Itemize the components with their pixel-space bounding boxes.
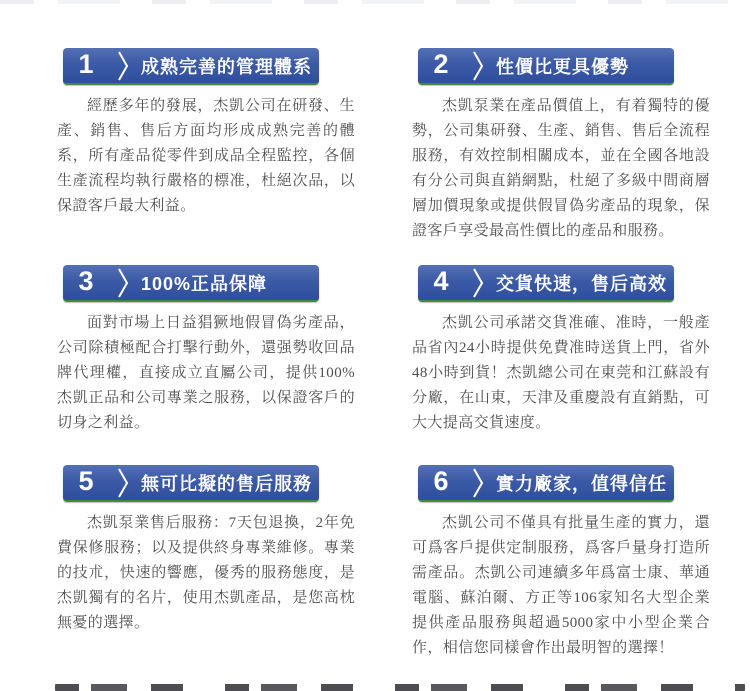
section-title: 實力廠家，值得信任 [496, 473, 667, 494]
top-cutoff-text-remnant [0, 0, 750, 4]
advantage-section-1 [57, 48, 355, 219]
section-number: 4 [433, 266, 449, 296]
bottom-cutoff-text-remnant [55, 684, 745, 691]
section-banner [418, 265, 674, 302]
section-banner [63, 48, 319, 85]
advantage-section-5 [57, 465, 355, 636]
chevron-right-icon [117, 51, 129, 81]
section-title: 無可比擬的售后服務 [141, 473, 312, 494]
section-body: 杰凱泵業在產品價值上，有着獨特的優勢，公司集研發、生產、銷售、售后全流程服務，有效控制相關成本，並在全國各地設有分公司與直銷網點，杜絕了多級中間商層層加價現象或提供假冒偽劣產品的現象，保證客戶享受最高性價比的產品和服務。 [412, 98, 710, 239]
section-title: 性價比更具優勢 [496, 56, 629, 77]
section-number: 1 [78, 49, 94, 79]
section-banner [63, 465, 319, 502]
chevron-right-icon [472, 468, 484, 498]
section-number: 3 [78, 266, 94, 296]
chevron-right-icon [472, 51, 484, 81]
section-number: 6 [433, 466, 449, 496]
section-body: 杰凱泵業售后服務：7天包退換，2年免費保修服務；以及提供終身專業維修。專業的技朮，快速的響應，優秀的服務態度，是杰凱獨有的名片，使用杰凱產品，是您高枕無憂的選擇。 [57, 515, 355, 631]
chevron-right-icon [472, 268, 484, 298]
section-number: 5 [78, 466, 94, 496]
section-banner [63, 265, 319, 302]
section-banner [418, 48, 674, 85]
section-body: 杰凱公司不僅具有批量生產的實力，還可爲客戶提供定制服務，爲客戶量身打造所需產品。杰凱公司連續多年爲富士康、華通電腦、蘇泊爾、方正等106家知名大型企業提供產品服務與超過5000家中小型企業合作，相信您同樣會作出最明智的選擇！ [412, 515, 710, 656]
section-banner [418, 465, 674, 502]
advantage-section-6 [412, 465, 710, 661]
chevron-right-icon [117, 268, 129, 298]
advantage-section-3 [57, 265, 355, 436]
section-number: 2 [433, 49, 449, 79]
advantage-section-2 [412, 48, 710, 244]
chevron-right-icon [117, 468, 129, 498]
section-body: 面對市場上日益猖獗地假冒偽劣產品，公司除積極配合打擊行動外，還强勢收回品牌代理權，直接成立直屬公司，提供100%杰凱正品和公司專業之服務，以保證客戶的切身之利益。 [57, 315, 355, 431]
section-title: 交貨快速，售后高效 [496, 273, 667, 294]
section-body: 經歷多年的發展，杰凱公司在研發、生產、銷售、售后方面均形成成熟完善的體系，所有產品從零件到成品全程監控，各個生產流程均執行嚴格的標准，杜絕次品，以保證客戶最大利益。 [57, 98, 355, 214]
section-title: 成熟完善的管理體系 [141, 56, 312, 77]
section-title: 100%正品保障 [141, 273, 268, 294]
section-body: 杰凱公司承諾交貨准確、准時，一般產品省內24小時提供免費准時送貨上門，省外48小時到貨！杰凱總公司在東莞和江蘇設有分廠，在山東，天津及重慶設有直銷點，可大大提高交貨速度。 [412, 315, 710, 431]
advantage-section-4 [412, 265, 710, 436]
